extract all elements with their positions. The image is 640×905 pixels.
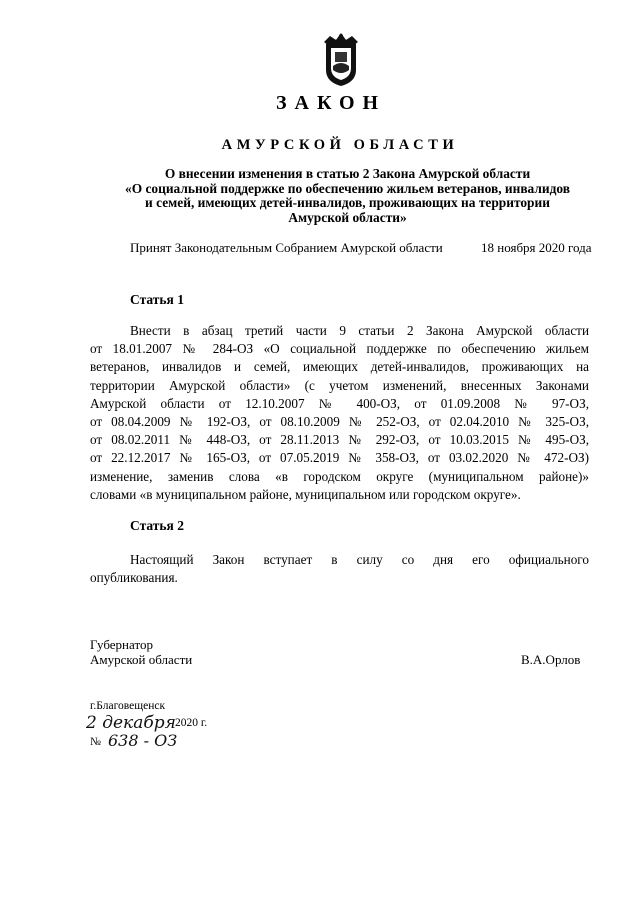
article-2-text: [90, 551, 589, 587]
article-2-heading: Статья 2: [130, 518, 184, 533]
text-line: ветеранов, инвалидов и семей, имеющих детей-инвалидов, проживающих на: [90, 359, 589, 375]
text-line: словами «в муниципальном районе, муниципальном или городском округе».: [90, 486, 521, 502]
text-line: Амурской области от 12.10.2007 № 400-ОЗ, от 01.09.2008 № 97-ОЗ,: [90, 395, 589, 411]
position-line: Амурской области: [90, 652, 193, 667]
text-line: от 08.04.2009 № 192-ОЗ, от 08.10.2009 № 252-ОЗ, от 02.04.2010 № 325-ОЗ,: [90, 414, 589, 430]
position-line: Губернатор: [90, 637, 153, 652]
text-line: опубликования.: [90, 570, 178, 586]
text-line: от 08.02.2011 № 448-ОЗ, от 28.11.2013 № 292-ОЗ, от 10.03.2015 № 495-ОЗ,: [90, 432, 589, 448]
subject-line: Амурской области»: [288, 209, 407, 225]
article-1-heading: Статья 1: [130, 292, 184, 307]
governor-title: [90, 637, 192, 667]
law-title: ЗАКОН: [275, 92, 387, 114]
subject-line: «О социальной поддержке по обеспечению жильем ветеранов, инвалидов: [125, 180, 570, 196]
coat-of-arms-icon: [318, 30, 364, 88]
text-line: изменение, заменив слова «в городском округе (муниципальном районе)»: [90, 468, 589, 484]
subject-line: и семей, имеющих детей-инвалидов, проживающих на территории: [145, 195, 550, 210]
number-prefix: №: [90, 736, 101, 748]
region-title: АМУРСКОЙ ОБЛАСТИ: [221, 137, 459, 153]
city-label: г.Благовещенск: [90, 700, 166, 712]
article-1-text: [90, 322, 589, 504]
subject-line: О внесении изменения в статью 2 Закона Амурской области: [164, 166, 531, 181]
handwritten-number: 638 - ОЗ: [108, 731, 178, 750]
text-line: территории Амурской области» (с учетом изменений, внесенных Законами: [90, 377, 589, 393]
law-subject: [100, 167, 595, 225]
text-line: Внести в абзац третий части 9 статьи 2 Закона Амурской области: [130, 323, 589, 338]
text-line: Настоящий Закон вступает в силу со дня его официального: [130, 552, 589, 567]
text-line: от 22.12.2017 № 165-ОЗ, от 07.05.2019 № 358-ОЗ, от 03.02.2020 № 472-ОЗ): [90, 450, 589, 466]
handwritten-date: 2 декабря: [86, 713, 176, 733]
text-line: от 18.01.2007 № 284-ОЗ «О социальной поддержке по обеспечению жильем: [90, 341, 589, 357]
governor-name: В.А.Орлов: [521, 652, 581, 667]
year-label: 2020 г.: [175, 717, 208, 729]
adopted-date: 18 ноября 2020 года: [481, 240, 592, 255]
adopted-by: Принят Законодательным Собранием Амурской области: [130, 240, 443, 255]
